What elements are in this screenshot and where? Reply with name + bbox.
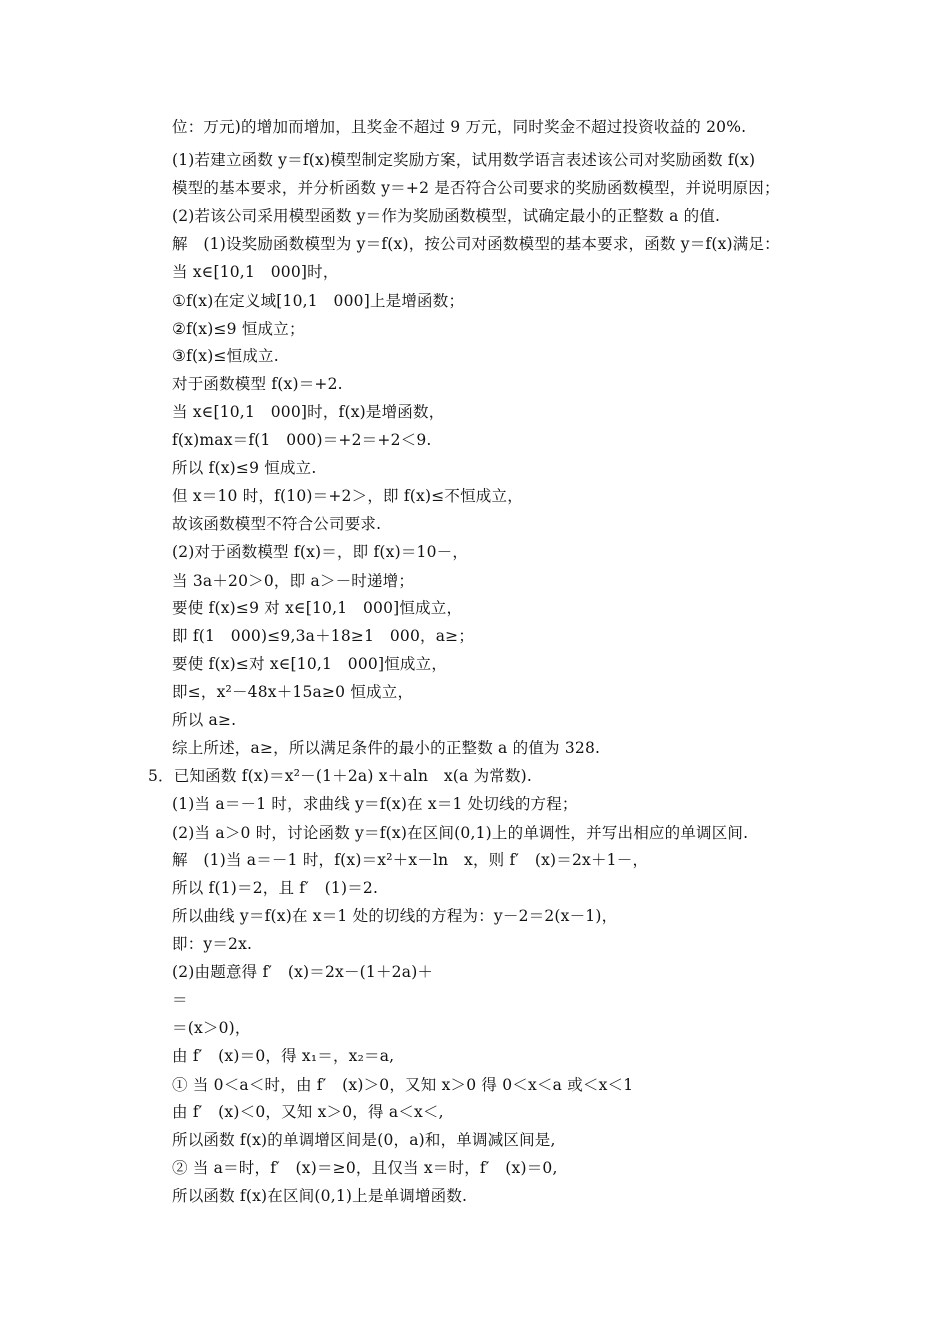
text-line: 由 f′ (x)＜0，又知 x＞0，得 a＜x＜,: [172, 1103, 444, 1121]
text-line: 解 (1)当 a＝－1 时，f(x)＝x²＋x－ln x，则 f′ (x)＝2x＋1－，: [172, 851, 649, 869]
text-line: (1)若建立函数 y＝f(x)模型制定奖励方案，试用数学语言表述该公司对奖励函数 f(x): [172, 151, 756, 169]
text-line: (2)当 a＞0 时，讨论函数 y＝f(x)在区间(0,1)上的单调性，并写出相应的单调区间.: [172, 824, 749, 842]
question-title: 5．已知函数 f(x)＝x²－(1＋2a) x＋aln x(a 为常数).: [148, 767, 533, 785]
text-line: 所以函数 f(x)在区间(0,1)上是单调增函数.: [172, 1187, 468, 1205]
text-line: ① 当 0＜a＜时，由 f′ (x)＞0，又知 x＞0 得 0＜x＜a 或＜x＜1: [172, 1076, 634, 1094]
text-line: 所以 a≥.: [172, 711, 237, 729]
text-line: 综上所述，a≥，所以满足条件的最小的正整数 a 的值为 328.: [172, 739, 601, 757]
text-line: ＝: [172, 991, 188, 1009]
text-line: 当 3a＋20＞0，即 a＞－时递增；: [172, 572, 415, 590]
text-line: 解 (1)设奖励函数模型为 y＝f(x)，按公司对函数模型的基本要求，函数 y＝f(x)满足：: [172, 235, 780, 253]
text-line: 当 x∈[10,1 000]时，: [172, 263, 339, 281]
text-line: 所以 f(x)≤9 恒成立.: [172, 459, 317, 477]
text-line: 所以函数 f(x)的单调增区间是(0，a)和，单调减区间是,: [172, 1131, 556, 1149]
text-line: 即：y＝2x.: [172, 935, 253, 953]
text-line: 即 f(1 000)≤9,3a＋18≥1 000，a≥；: [172, 627, 475, 645]
text-line: 由 f′ (x)＝0，得 x₁＝，x₂＝a,: [172, 1047, 395, 1065]
text-line: ①f(x)在定义域[10,1 000]上是增函数；: [172, 292, 465, 310]
text-line: ② 当 a＝时，f′ (x)＝≥0，且仅当 x＝时，f′ (x)＝0,: [172, 1159, 558, 1177]
text-line: 所以 f(1)＝2，且 f′ (1)＝2.: [172, 879, 379, 897]
text-line: 当 x∈[10,1 000]时，f(x)是增函数，: [172, 403, 445, 421]
text-line: (2)若该公司采用模型函数 y＝作为奖励函数模型，试确定最小的正整数 a 的值.: [172, 207, 721, 225]
text-line: 对于函数模型 f(x)＝+2.: [172, 375, 343, 393]
text-line: 故该函数模型不符合公司要求.: [172, 515, 382, 533]
text-line: 所以曲线 y＝f(x)在 x＝1 处的切线的方程为：y－2＝2(x－1)，: [172, 907, 618, 925]
text-line: f(x)max＝f(1 000)＝+2＝+2＜9.: [172, 431, 432, 449]
text-line: ＝(x＞0)，: [172, 1019, 251, 1037]
text-line: (2)由题意得 f′ (x)＝2x－(1＋2a)＋: [172, 963, 434, 981]
text-line: ②f(x)≤9 恒成立；: [172, 320, 305, 338]
text-line: 但 x＝10 时，f(10)＝+2＞，即 f(x)≤不恒成立，: [172, 487, 523, 505]
text-line: (2)对于函数模型 f(x)＝，即 f(x)＝10－，: [172, 543, 469, 561]
text-line: ③f(x)≤恒成立.: [172, 347, 279, 365]
text-line: 要使 f(x)≤9 对 x∈[10,1 000]恒成立，: [172, 599, 463, 617]
text-line: 即≤，x²－48x＋15a≥0 恒成立，: [172, 683, 414, 701]
text-line: 模型的基本要求，并分析函数 y＝+2 是否符合公司要求的奖励函数模型，并说明原因；: [172, 179, 780, 197]
text-line: 位：万元)的增加而增加，且奖金不超过 9 万元，同时奖金不超过投资收益的 20%.: [172, 118, 747, 136]
text-line: 要使 f(x)≤对 x∈[10,1 000]恒成立，: [172, 655, 448, 673]
text-line: (1)当 a＝－1 时，求曲线 y＝f(x)在 x＝1 处切线的方程；: [172, 795, 578, 813]
